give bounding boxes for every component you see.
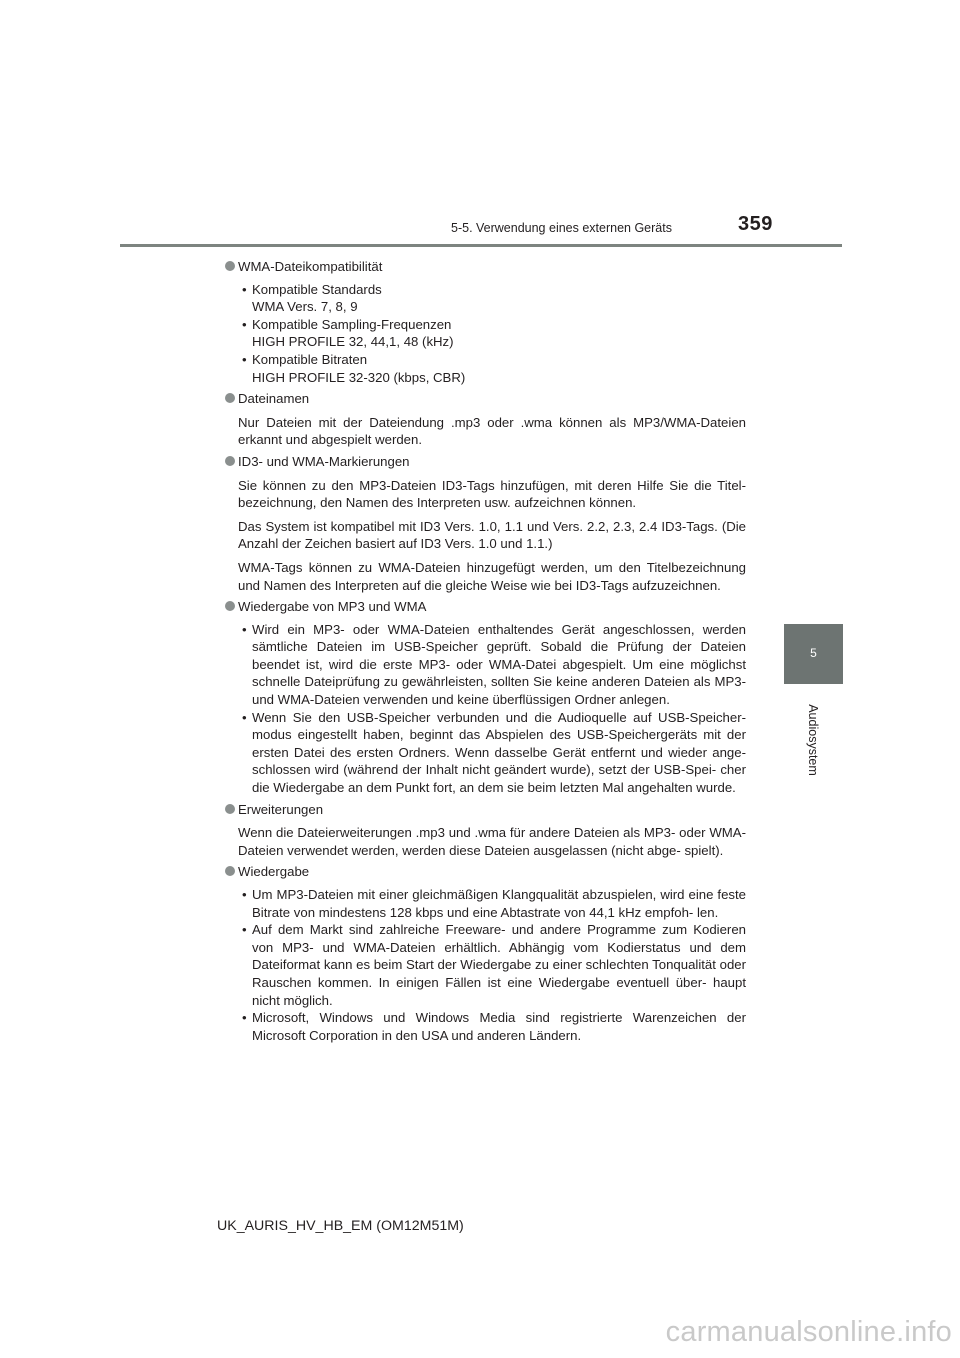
- list-bullet: •: [242, 281, 247, 297]
- section-heading-text: WMA-Dateikompatibilität: [238, 259, 383, 274]
- list-item-text: Kompatible Standards: [252, 281, 382, 297]
- list-bullet: •: [242, 351, 247, 367]
- chapter-tab[interactable]: 5: [784, 624, 843, 684]
- list-bullet: •: [242, 887, 247, 902]
- section-title: 5-5. Verwendung eines externen Geräts: [451, 221, 672, 235]
- section-heading-text: ID3- und WMA-Markierungen: [238, 453, 410, 469]
- header-divider: [120, 244, 842, 247]
- page-content: [224, 254, 746, 1047]
- bullet-circle-icon: [225, 393, 235, 403]
- paragraph: Wenn die Dateierweiterungen .mp3 und .wma für andere Dateien als MP3- oder WMA-Dateien verwendet werden, werden diese Dateien ausgelassen (nicht abge- spielt).: [238, 825, 746, 858]
- list-item: [224, 921, 746, 1009]
- paragraph: Sie können zu den MP3-Dateien ID3-Tags hinzufügen, mit deren Hilfe Sie die Titel- bezeichnung, den Namen des Interpreten usw. aufzeichnen können.: [238, 477, 746, 511]
- chapter-label: [803, 690, 823, 790]
- manual-code: UK_AURIS_HV_HB_EM (OM12M51M): [217, 1218, 464, 1234]
- section-heading: [224, 390, 746, 408]
- chapter-title: Audiosystem: [806, 704, 820, 776]
- list-item: [224, 316, 746, 334]
- list-bullet: •: [242, 1010, 247, 1026]
- list-item-text: HIGH PROFILE 32, 44,1, 48 (kHz): [252, 334, 454, 350]
- paragraph: Das System ist kompatibel mit ID3 Vers. 1.0, 1.1 und Vers. 2.2, 2.3, 2.4 ID3-Tags. (Die Anzahl der Zeichen basiert auf ID3 Vers. 1.0 und 1.1.): [238, 518, 746, 552]
- list-item: [224, 369, 746, 387]
- section-heading: [224, 453, 746, 471]
- page-number: 359: [738, 213, 773, 235]
- list-item: [224, 281, 746, 299]
- list-item: [224, 621, 746, 709]
- section-heading: [224, 258, 746, 276]
- paragraph: Nur Dateien mit der Dateiendung .mp3 oder .wma können als MP3/WMA-Dateien erkannt und abgespielt werden.: [238, 414, 746, 448]
- section-heading: [224, 598, 746, 616]
- bullet-list: [224, 281, 746, 387]
- bullet-list: [224, 886, 746, 1044]
- list-item-text: Wird ein MP3- oder WMA-Dateien enthaltendes Gerät angeschlossen, werden sämtliche Dateien im USB-Speicher geprüft. Sobald die Prüfung der Dateien beendet ist, wird die erste MP3- oder WMA-Datei abgespielt. Um eine möglichst schnelle Dateiprüfung zu gewährleisten, sollten Sie keine anderen Dateien als MP3- und WMA-Dateien verwenden und keine überflüssigen Ordner anlegen.: [252, 621, 746, 708]
- section-heading-text: Erweiterungen: [238, 801, 324, 817]
- list-item-text: HIGH PROFILE 32-320 (kbps, CBR): [252, 369, 466, 385]
- section-heading-text: Dateinamen: [238, 391, 310, 407]
- list-bullet: •: [242, 316, 247, 332]
- bullet-circle-icon: [225, 804, 235, 814]
- list-item-text: Kompatible Bitraten: [252, 351, 368, 367]
- list-bullet: •: [242, 709, 247, 725]
- list-item-text: Wenn Sie den USB-Speicher verbunden und die Audioquelle auf USB-Speicher- modus eingestellt haben, beginnt das Abspielen des USB-Speichergeräts mit der ersten Datei des ersten Ordners. Wenn dasselbe Gerät entfernt und wieder ange- schlossen wird (während der Inhalt nicht geändert wurde), setzt der USB-Spei- cher die Wiedergabe an dem Punkt fort, an dem sie beim letzten Mal angehalten wurde.: [252, 709, 746, 796]
- list-item: [224, 1009, 746, 1044]
- section-heading-text: Wiedergabe von MP3 und WMA: [238, 599, 427, 615]
- bullet-circle-icon: [225, 866, 235, 876]
- list-item: [224, 886, 746, 921]
- paragraph: WMA-Tags können zu WMA-Dateien hinzugefügt werden, um den Titelbezeichnung und Namen des Interpreten auf die gleiche Weise wie bei ID3-Tags aufzuzeichnen.: [238, 559, 746, 593]
- list-item-text: WMA Vers. 7, 8, 9: [252, 299, 358, 315]
- bullet-circle-icon: [225, 601, 235, 611]
- bullet-circle-icon: [225, 456, 235, 466]
- bullet-list: [224, 621, 746, 797]
- list-item-text: Microsoft, Windows und Windows Media sind registrierte Warenzeichen der Microsoft Corporation in den USA und anderen Ländern.: [252, 1010, 746, 1043]
- list-item-text: Um MP3-Dateien mit einer gleichmäßigen Klangqualität abzuspielen, wird eine feste Bitrate von mindestens 128 kbps und eine Abtastrate von 44,1 kHz empfoh- len.: [252, 887, 746, 920]
- list-item: [224, 298, 746, 316]
- list-item: [224, 333, 746, 351]
- bullet-circle-icon: [225, 261, 235, 271]
- list-item-text: Auf dem Markt sind zahlreiche Freeware- und andere Programme zum Kodieren von MP3- und WMA-Dateien erhältlich. Abhängig vom Kodierstatus und dem Dateiformat kann es beim Start der Wiedergabe zu einer schlechten Tonqualität oder Rauschen kommen. In einigen Fällen ist eine Wiedergabe eventuell über- haupt nicht möglich.: [252, 922, 746, 1008]
- list-item: [224, 351, 746, 369]
- list-bullet: •: [242, 922, 247, 938]
- list-item: [224, 709, 746, 797]
- section-heading: [224, 863, 746, 881]
- section-heading: [224, 801, 746, 819]
- section-heading-text: Wiedergabe: [238, 864, 310, 880]
- list-item-text: Kompatible Sampling-Frequenzen: [252, 316, 452, 332]
- list-bullet: •: [242, 621, 247, 637]
- watermark: carmanualsonline.info: [665, 1316, 952, 1348]
